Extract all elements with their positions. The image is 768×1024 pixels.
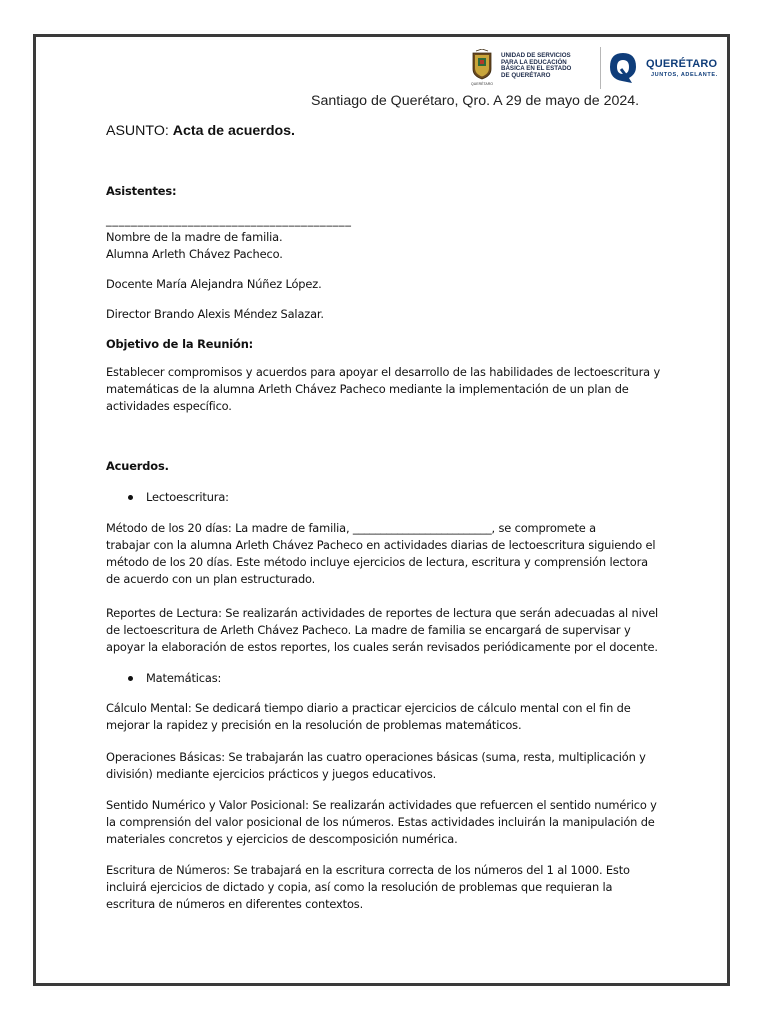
objetivo-heading: Objetivo de la Reunión: — [106, 337, 254, 351]
reportes-line: de lectoescritura de Arleth Chávez Pacheco. La madre de familia se encargará de supervisar y — [106, 623, 631, 637]
attendee-student: Alumna Arleth Chávez Pacheco. — [106, 247, 283, 261]
escritura-line: Escritura de Números: Se trabajará en la escritura correcta de los números del 1 al 1000. Esto — [106, 863, 630, 877]
date-line: Santiago de Querétaro, Qro. A 29 de mayo de 2024. — [311, 93, 640, 109]
bullet-dot — [128, 495, 133, 500]
queretaro-q-logo-icon — [608, 52, 638, 84]
objetivo-line: actividades específico. — [106, 399, 232, 413]
bullet-dot — [128, 676, 133, 681]
usebeq-line-4: DE QUERÉTARO — [501, 71, 551, 79]
metodo-line: de acuerdo con un plan estructurado. — [106, 572, 316, 586]
reportes-paragraph — [106, 605, 658, 656]
sentido-line: materiales concretos y ejercicios de descomposición numérica. — [106, 832, 458, 846]
bullet-matematicas — [128, 670, 221, 687]
operaciones-line: división) mediante ejercicios prácticos y juegos educativos. — [106, 767, 437, 781]
bullet-label: Lectoescritura: — [146, 490, 229, 504]
acuerdos-heading: Acuerdos. — [106, 459, 169, 473]
attendee-mother: Nombre de la madre de familia. — [106, 230, 283, 244]
sentido-paragraph — [106, 797, 657, 848]
metodo-line: trabajar con la alumna Arleth Chávez Pacheco en actividades diarias de lectoescritura siguiendo el — [106, 538, 656, 552]
metodo-line: método de los 20 días. Este método incluye ejercicios de lectura, escritura y comprensión lectora — [106, 555, 648, 569]
escritura-line: incluirá ejercicios de dictado y copia, así como la resolución de problemas que requieran la — [106, 880, 613, 894]
objetivo-line: matemáticas de la alumna Arleth Chávez Pacheco mediante la implementación de un plan de — [106, 382, 629, 396]
attendee-teacher: Docente María Alejandra Núñez López. — [106, 277, 322, 291]
asunto-label: ASUNTO: — [106, 123, 169, 139]
calculo-line: Cálculo Mental: Se dedicará tiempo diario a practicar ejercicios de cálculo mental con el fin de — [106, 701, 631, 715]
calculo-line: mejorar la rapidez y precisión en la resolución de problemas matemáticos. — [106, 718, 522, 732]
objetivo-line: Establecer compromisos y acuerdos para apoyar el desarrollo de las habilidades de lectoescritura y — [106, 365, 661, 379]
reportes-line: Reportes de Lectura: Se realizarán actividades de reportes de lectura que serán adecuadas al nivel — [106, 606, 659, 620]
operaciones-paragraph — [106, 749, 646, 783]
escritura-line: escritura de números en diferentes contextos. — [106, 897, 364, 911]
metodo-paragraph — [106, 520, 655, 588]
reportes-line: apoyar la elaboración de estos reportes, los cuales serán revisados periódicamente por el docente. — [106, 640, 658, 654]
usebeq-name — [501, 53, 601, 79]
bullet-label: Matemáticas: — [146, 671, 222, 685]
calculo-paragraph — [106, 700, 631, 734]
usebeq-line-3: BÁSICA EN EL ESTADO — [501, 65, 572, 73]
asunto-line — [106, 123, 295, 139]
asistentes-heading: Asistentes: — [106, 184, 177, 198]
bullet-lectoescritura — [128, 489, 229, 506]
shield-caption: QUERÉTARO — [471, 82, 493, 86]
objetivo-paragraph — [106, 364, 660, 415]
operaciones-line: Operaciones Básicas: Se trabajarán las cuatro operaciones básicas (suma, resta, multiplicación y — [106, 750, 646, 764]
usebeq-line-2: PARA LA EDUCACIÓN — [501, 58, 567, 66]
queretaro-slogan: JUNTOS, ADELANTE. — [651, 72, 718, 78]
usebeq-shield-icon — [470, 49, 494, 85]
attendee-director: Director Brando Alexis Méndez Salazar. — [106, 307, 324, 321]
logo-divider — [600, 47, 601, 89]
signature-line: _______________________________________ — [106, 213, 352, 227]
sentido-line: la comprensión del valor posicional de los números. Estas actividades incluirán la manipulación de — [106, 815, 655, 829]
asunto-value: Acta de acuerdos. — [172, 123, 295, 139]
usebeq-line-1: UNIDAD DE SERVICIOS — [501, 52, 571, 59]
queretaro-wordmark: QUERÉTARO — [646, 58, 718, 70]
escritura-paragraph — [106, 862, 630, 913]
sentido-line: Sentido Numérico y Valor Posicional: Se realizarán actividades que refuercen el sentido numérico y — [106, 798, 657, 812]
metodo-line: Método de los 20 días: La madre de familia, _________________________, se compromete a — [106, 521, 596, 535]
